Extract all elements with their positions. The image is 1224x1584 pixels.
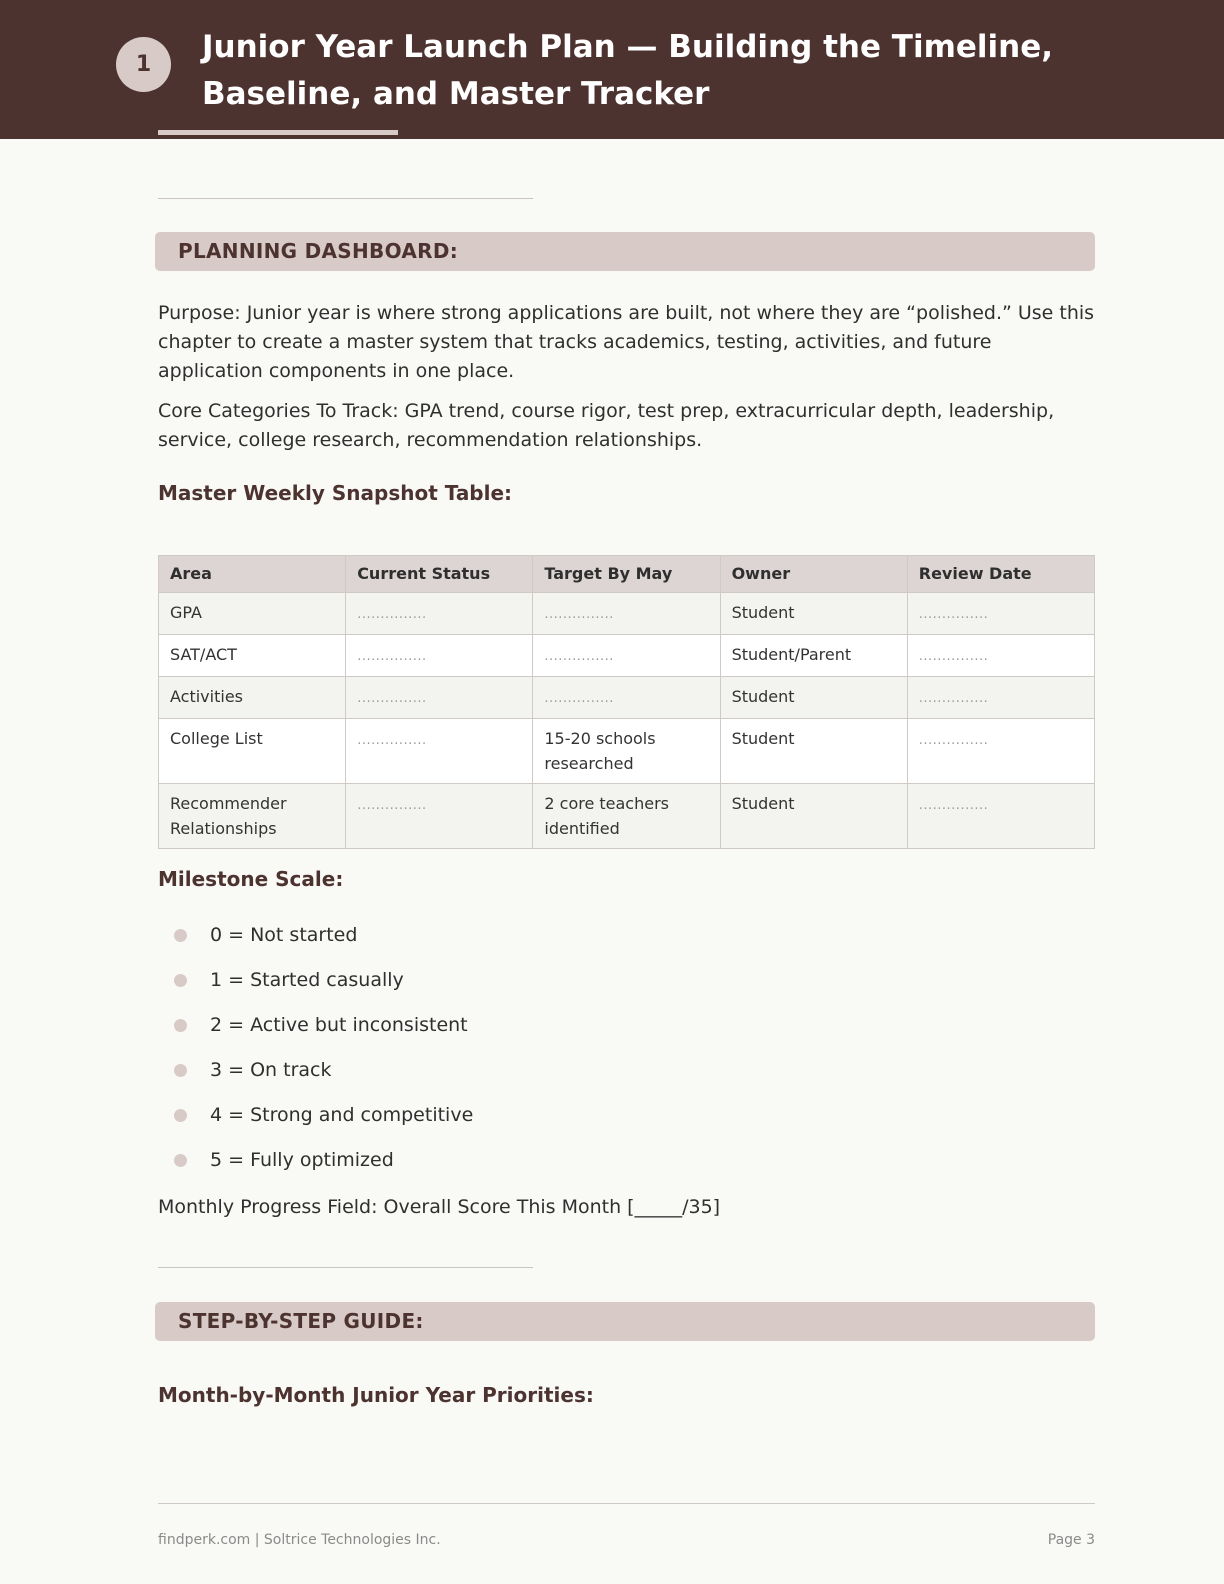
table-cell-blank <box>907 677 1094 719</box>
chapter-header <box>0 0 1224 139</box>
master-weekly-snapshot-table <box>158 555 1095 849</box>
milestone-scale-list <box>158 922 473 1192</box>
bullet-icon <box>174 1154 187 1167</box>
table-row <box>159 784 1095 849</box>
blank-field: ............... <box>918 691 989 706</box>
list-item <box>158 1057 473 1102</box>
month-priorities-title: Month-by-Month Junior Year Priorities: <box>158 1383 594 1407</box>
table-row <box>159 635 1095 677</box>
milestone-text: 1 = Started casually <box>210 969 404 991</box>
blank-field: ............... <box>544 649 614 664</box>
bullet-icon <box>174 929 187 942</box>
section-divider <box>158 198 533 199</box>
table-cell-blank <box>907 635 1094 677</box>
table-cell-blank <box>533 635 720 677</box>
list-item <box>158 1102 473 1147</box>
footer-divider <box>158 1503 1095 1504</box>
bullet-icon <box>174 1019 187 1032</box>
table-cell-blank <box>346 593 533 635</box>
table-cell-blank <box>346 635 533 677</box>
milestone-text: 5 = Fully optimized <box>210 1149 394 1171</box>
title-underline <box>158 130 398 135</box>
blank-field: ............... <box>918 733 989 748</box>
table-cell: SAT/ACT <box>159 635 346 677</box>
list-item <box>158 1012 473 1057</box>
table-cell: Student <box>720 784 907 849</box>
column-header-target-by-may: Target By May <box>533 556 720 593</box>
column-header-current-status: Current Status <box>346 556 533 593</box>
table-cell: Activities <box>159 677 346 719</box>
milestone-text: 3 = On track <box>210 1059 332 1081</box>
column-header-owner: Owner <box>720 556 907 593</box>
core-categories-paragraph: Core Categories To Track: GPA trend, course rigor, test prep, extracurricular depth, leadership, service, college research, recommendation relationships. <box>158 400 1055 451</box>
table-row <box>159 677 1095 719</box>
table-cell-blank <box>533 593 720 635</box>
chapter-title: Junior Year Launch Plan — Building the Timeline, Baseline, and Master Tracker <box>202 29 1054 112</box>
milestone-text: 0 = Not started <box>210 924 358 946</box>
table-cell: Student/Parent <box>720 635 907 677</box>
table-row <box>159 593 1095 635</box>
blank-field: ............... <box>357 733 427 748</box>
milestone-text: 4 = Strong and competitive <box>210 1104 474 1126</box>
table-cell-blank <box>907 784 1094 849</box>
table-header-row <box>159 556 1095 593</box>
step-guide-heading: STEP-BY-STEP GUIDE: <box>178 1309 424 1333</box>
blank-field: ............... <box>918 798 989 813</box>
bullet-icon <box>174 1109 187 1122</box>
blank-field: ............... <box>357 691 427 706</box>
table-cell-blank <box>907 593 1094 635</box>
blank-field: ............... <box>357 607 427 622</box>
table-cell-blank <box>533 677 720 719</box>
list-item <box>158 922 473 967</box>
planning-dashboard-heading: PLANNING DASHBOARD: <box>178 239 459 263</box>
list-item <box>158 967 473 1012</box>
table-cell-blank <box>346 677 533 719</box>
page-number: Page 3 <box>1047 1532 1095 1548</box>
blank-field: ............... <box>918 607 989 622</box>
monthly-progress-field: Monthly Progress Field: Overall Score This Month [_____/35] <box>158 1196 721 1218</box>
blank-field: ............... <box>918 649 989 664</box>
blank-field: ............... <box>544 691 614 706</box>
column-header-review-date: Review Date <box>907 556 1094 593</box>
list-item <box>158 1147 473 1192</box>
table-cell: 15-20 schools researched <box>533 719 720 784</box>
blank-field: ............... <box>357 649 427 664</box>
column-header-area: Area <box>159 556 346 593</box>
bullet-icon <box>174 1064 187 1077</box>
table-cell: College List <box>159 719 346 784</box>
section-divider <box>158 1267 533 1268</box>
step-guide-bar <box>155 1302 1095 1341</box>
table-cell: GPA <box>159 593 346 635</box>
milestone-text: 2 = Active but inconsistent <box>210 1014 468 1036</box>
bullet-icon <box>174 974 187 987</box>
table-cell-blank <box>907 719 1094 784</box>
table-cell: Student <box>720 677 907 719</box>
table-cell: 2 core teachers identified <box>533 784 720 849</box>
table-cell: Recommender Relationships <box>159 784 346 849</box>
planning-dashboard-bar <box>155 232 1095 271</box>
table-cell: Student <box>720 593 907 635</box>
table-cell-blank <box>346 784 533 849</box>
footer-source: findperk.com | Soltrice Technologies Inc. <box>158 1532 441 1548</box>
table-row <box>159 719 1095 784</box>
table-cell-blank <box>346 719 533 784</box>
table-cell: Student <box>720 719 907 784</box>
purpose-paragraph: Purpose: Junior year is where strong applications are built, not where they are “polished.” Use this chapter to create a master system that tracks academics, testing, activities, and future application components in one place. <box>158 302 1095 382</box>
milestone-scale-title: Milestone Scale: <box>158 867 344 891</box>
table-title: Master Weekly Snapshot Table: <box>158 481 513 505</box>
blank-field: ............... <box>544 607 614 622</box>
chapter-number-badge: 1 <box>116 37 171 92</box>
blank-field: ............... <box>357 798 427 813</box>
